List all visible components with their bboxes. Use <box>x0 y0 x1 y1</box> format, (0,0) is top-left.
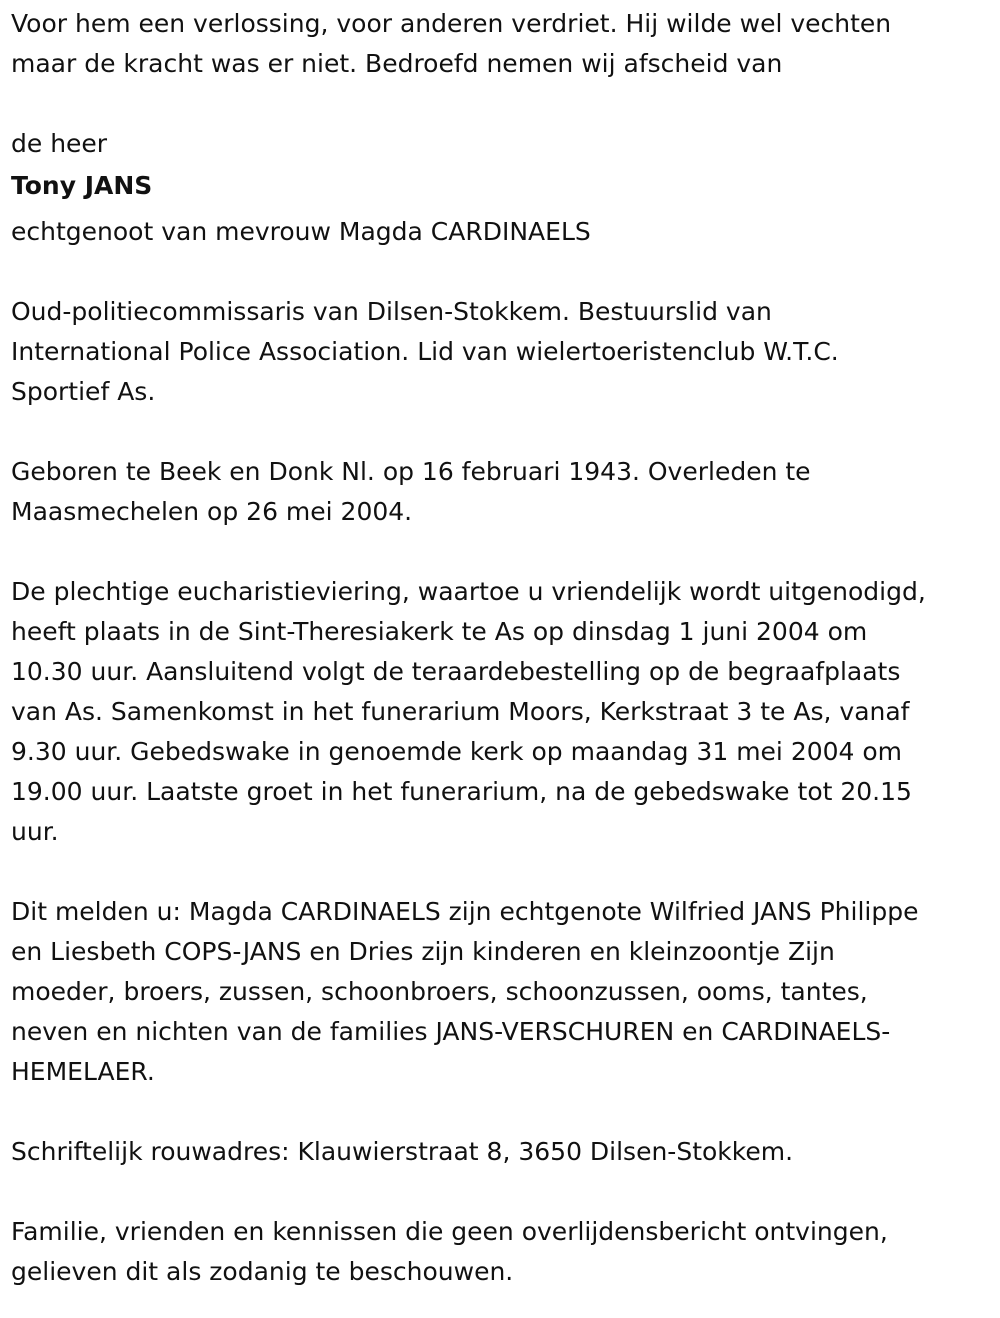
text-line: gelieven dit als zodanig te beschouwen. <box>11 1257 514 1286</box>
text-line: Oud-politiecommissaris van Dilsen-Stokkem. Bestuurslid van <box>11 297 772 326</box>
text-line: heeft plaats in de Sint-Theresiakerk te As op dinsdag 1 juni 2004 om <box>11 617 868 646</box>
ceremony-paragraph <box>11 572 991 852</box>
paragraph-gap <box>11 1092 991 1132</box>
text-line: 19.00 uur. Laatste groet in het funerarium, na de gebedswake tot 20.15 <box>11 777 912 806</box>
text-line: HEMELAER. <box>11 1057 155 1086</box>
family-paragraph <box>11 892 991 1092</box>
text-line: Voor hem een verlossing, voor anderen verdriet. Hij wilde wel vechten <box>11 9 892 38</box>
paragraph-gap <box>11 84 991 124</box>
text-line: De plechtige eucharistieviering, waartoe u vriendelijk wordt uitgenodigd, <box>11 577 926 606</box>
paragraph-gap <box>11 532 991 572</box>
birth-death-paragraph <box>11 452 991 532</box>
paragraph-gap <box>11 852 991 892</box>
intro-paragraph <box>11 4 991 84</box>
text-line: Familie, vrienden en kennissen die geen overlijdensbericht ontvingen, <box>11 1217 888 1246</box>
mourning-address: Schriftelijk rouwadres: Klauwierstraat 8, 3650 Dilsen-Stokkem. <box>11 1137 794 1166</box>
text-line: Geboren te Beek en Donk Nl. op 16 februari 1943. Overleden te <box>11 457 811 486</box>
obituary-document <box>11 4 991 1292</box>
paragraph-gap <box>11 412 991 452</box>
text-line: 9.30 uur. Gebedswake in genoemde kerk op maandag 31 mei 2004 om <box>11 737 903 766</box>
text-line: en Liesbeth COPS-JANS en Dries zijn kinderen en kleinzoontje Zijn <box>11 937 835 966</box>
salutation: de heer <box>11 129 108 158</box>
paragraph-gap <box>11 252 991 292</box>
spacer <box>11 204 991 212</box>
text-line: neven en nichten van de families JANS-VERSCHUREN en CARDINAELS- <box>11 1017 891 1046</box>
text-line: Dit melden u: Magda CARDINAELS zijn echtgenote Wilfried JANS Philippe <box>11 897 919 926</box>
text-line: Maasmechelen op 26 mei 2004. <box>11 497 413 526</box>
text-line: 10.30 uur. Aansluitend volgt de teraardebestelling op de begraafplaats <box>11 657 901 686</box>
deceased-name: Tony JANS <box>11 171 153 200</box>
text-line: van As. Samenkomst in het funerarium Moors, Kerkstraat 3 te As, vanaf <box>11 697 910 726</box>
paragraph-gap <box>11 1172 991 1212</box>
closing-paragraph <box>11 1212 991 1292</box>
spouse-line: echtgenoot van mevrouw Magda CARDINAELS <box>11 217 591 246</box>
text-line: International Police Association. Lid van wielertoeristenclub W.T.C. <box>11 337 839 366</box>
text-line: uur. <box>11 817 59 846</box>
text-line: maar de kracht was er niet. Bedroefd nemen wij afscheid van <box>11 49 783 78</box>
roles-paragraph <box>11 292 991 412</box>
text-line: moeder, broers, zussen, schoonbroers, schoonzussen, ooms, tantes, <box>11 977 868 1006</box>
text-line: Sportief As. <box>11 377 156 406</box>
